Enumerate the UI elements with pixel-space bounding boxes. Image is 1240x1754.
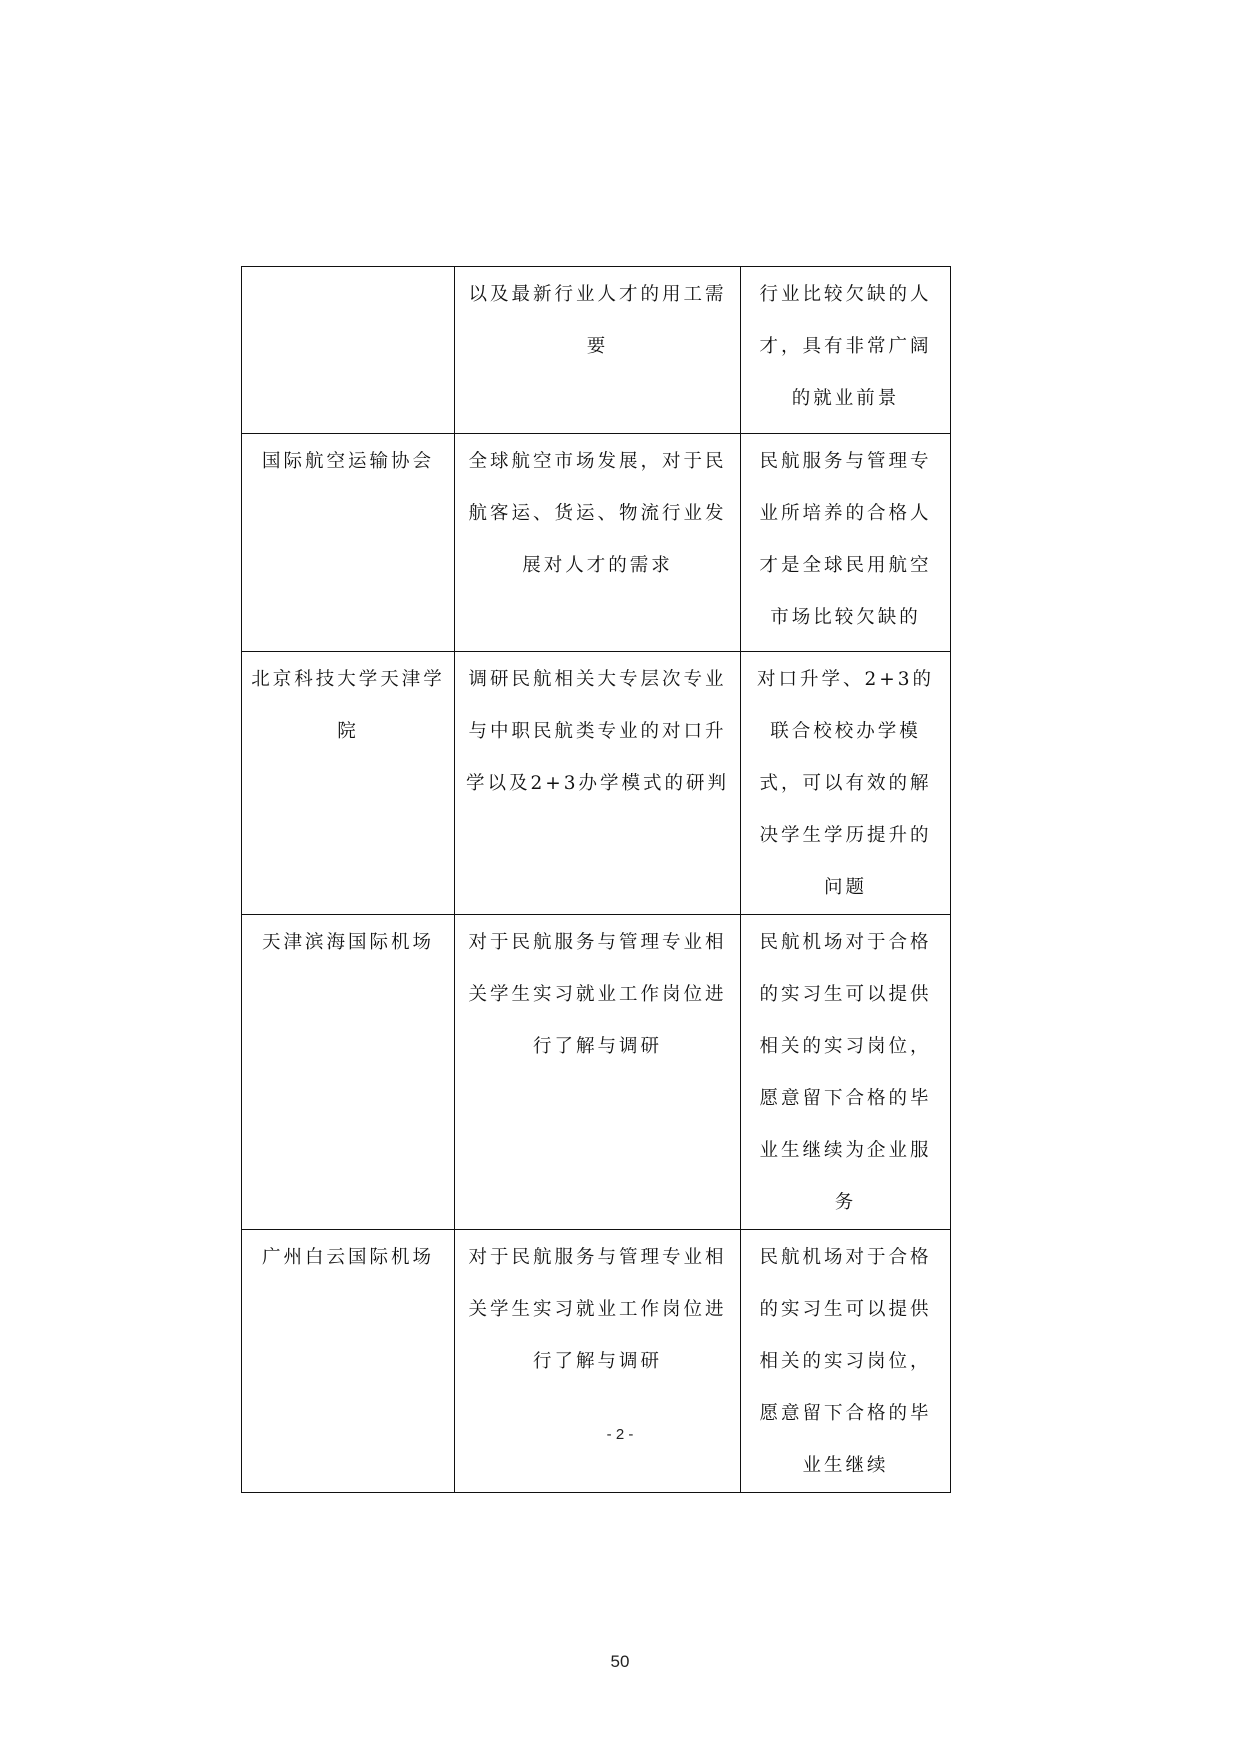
table-row bbox=[242, 1230, 951, 1493]
content-cell: 全球航空市场发展，对于民航客运、货运、物流行业发展对人才的需求 bbox=[455, 434, 741, 652]
org-cell bbox=[242, 267, 455, 434]
table-row bbox=[242, 915, 951, 1230]
research-table bbox=[241, 266, 951, 1493]
result-cell: 行业比较欠缺的人才，具有非常广阔的就业前景 bbox=[741, 267, 951, 434]
table-row bbox=[242, 267, 951, 434]
outer-page-number: 50 bbox=[610, 1652, 630, 1671]
content-cell: 以及最新行业人才的用工需要 bbox=[455, 267, 741, 434]
table-row bbox=[242, 434, 951, 652]
result-cell: 民航机场对于合格的实习生可以提供相关的实习岗位，愿意留下合格的毕业生继续为企业服务 bbox=[741, 915, 951, 1230]
org-cell: 广州白云国际机场 bbox=[242, 1230, 455, 1493]
content-cell: 对于民航服务与管理专业相关学生实习就业工作岗位进行了解与调研 bbox=[455, 1230, 741, 1493]
org-cell: 国际航空运输协会 bbox=[242, 434, 455, 652]
result-cell: 对口升学、2+3的联合校校办学模式，可以有效的解决学生学历提升的问题 bbox=[741, 652, 951, 915]
result-cell: 民航服务与管理专业所培养的合格人才是全球民用航空市场比较欠缺的 bbox=[741, 434, 951, 652]
org-cell: 天津滨海国际机场 bbox=[242, 915, 455, 1230]
org-cell: 北京科技大学天津学院 bbox=[242, 652, 455, 915]
content-cell: 对于民航服务与管理专业相关学生实习就业工作岗位进行了解与调研 bbox=[455, 915, 741, 1230]
result-cell: 民航机场对于合格的实习生可以提供相关的实习岗位，愿意留下合格的毕业生继续 bbox=[741, 1230, 951, 1493]
table-row bbox=[242, 652, 951, 915]
content-cell: 调研民航相关大专层次专业与中职民航类专业的对口升学以及2+3办学模式的研判 bbox=[455, 652, 741, 915]
inner-page-number: - 2 - bbox=[606, 1426, 634, 1443]
